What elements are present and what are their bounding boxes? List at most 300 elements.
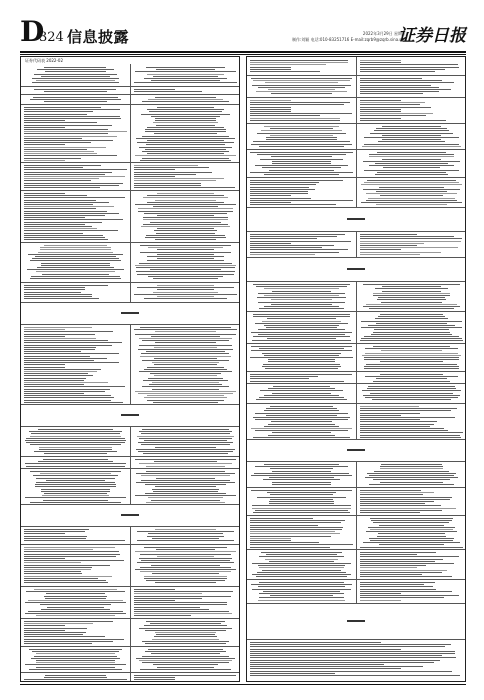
text-line [135,204,236,205]
text-line [24,167,83,168]
text-line [382,286,440,287]
text-line [250,191,308,192]
text-line [134,165,198,166]
text-line [269,170,334,171]
text-line [268,361,334,362]
text-line [252,505,350,506]
text-line [250,660,440,661]
text-line [24,116,120,117]
text-line [250,651,455,652]
announcement-block [21,544,239,587]
issue-date: 2022年3月29日 星期五 [362,31,406,36]
text-line [135,551,235,552]
text-line [369,475,455,476]
text-line [360,89,451,90]
text-line [360,547,463,548]
text-line [380,361,443,362]
text-line [24,538,86,539]
text-line [363,306,461,307]
text-line [29,649,122,650]
text-line [24,623,93,624]
text-line [370,393,453,394]
announcement-cell [356,311,466,343]
text-line [134,174,196,175]
text-line [155,239,216,240]
text-line [24,630,65,631]
text-line [44,101,107,102]
text-line [250,533,340,534]
text-line [154,461,216,462]
masthead-rule [20,51,466,53]
text-line [272,484,332,485]
text-line [142,151,228,152]
text-line [147,195,225,196]
text-line [360,437,461,438]
text-line [145,237,226,238]
text-line [134,615,191,616]
text-line [250,102,350,103]
text-line [24,180,91,181]
announcement-cell [130,468,240,504]
text-line [142,429,228,430]
text-line [379,525,443,526]
text-line [24,349,95,350]
text-line [155,97,216,98]
text-line [252,574,350,575]
text-line [41,491,110,492]
text-line [24,375,93,376]
text-line [152,382,219,383]
text-line [272,161,331,162]
announcement-block [247,97,465,124]
text-line [360,247,458,248]
announcement-cell [130,64,240,86]
text-line [24,206,114,207]
text-line [366,364,458,365]
text-line [39,447,112,448]
contact-line: 制作:刘颖 电话:010-83251716 E-mail:zqrb9@zqrb.sina.net [291,37,406,42]
text-line [255,510,348,511]
text-line [250,236,337,237]
text-line [44,596,108,597]
text-line [259,146,344,147]
text-line [134,169,175,170]
text-line [24,129,108,130]
announcement-block [247,281,465,312]
text-line [253,80,350,81]
text-line [139,558,231,559]
text-line [156,549,214,550]
text-line [154,347,216,348]
text-line [367,388,456,389]
text-line [147,367,224,368]
text-line [24,395,111,396]
text-line [251,584,351,585]
text-line [36,271,116,272]
text-line [360,87,439,88]
text-line [250,642,381,643]
text-line [24,367,65,368]
text-line [363,395,460,396]
text-line [152,362,218,363]
text-line [269,501,335,502]
text-line [24,628,87,629]
text-line [268,359,334,360]
text-line [24,578,98,579]
text-line [24,386,125,387]
text-line [360,82,454,83]
text-line [134,613,232,614]
text-line [250,115,320,116]
text-line [139,345,233,346]
announcement-block [21,526,239,545]
text-line [262,321,341,322]
text-line [250,234,345,235]
text-line [153,278,218,279]
text-line [379,187,444,188]
text-line [24,219,123,220]
text-line [360,589,436,590]
announcement-cell [130,162,240,190]
text-line [264,410,338,411]
announcement-cell [130,456,240,468]
text-line [30,444,122,445]
text-line [24,285,108,286]
text-line [364,359,459,360]
text-line [36,660,115,661]
text-line [250,184,316,185]
text-line [37,267,114,268]
text-line [261,552,343,553]
text-line [373,381,450,382]
text-line [150,222,220,223]
announcement-cell [130,426,240,456]
text-line [24,571,81,572]
text-line [24,287,85,288]
text-line [255,323,348,324]
text-line [47,607,104,608]
text-line [267,338,336,339]
text-line [36,478,115,479]
text-line [24,217,85,218]
text-line [155,582,216,583]
text-line [24,136,117,137]
announcement-cell [356,461,466,487]
announcement-block [247,177,465,208]
text-line [24,149,87,150]
text-line [264,288,340,289]
text-line [363,161,460,162]
text-line [136,271,235,272]
text-line [360,109,401,110]
text-line [146,621,224,622]
text-line [250,529,342,530]
text-line [258,334,345,335]
announcement-cell [356,75,466,97]
text-line [24,160,65,161]
text-line [147,74,224,75]
text-line [30,260,121,261]
text-line [24,573,82,574]
text-line [373,346,450,347]
text-line [24,529,89,530]
text-line [370,133,452,134]
announcement-block [21,302,239,325]
text-line [259,397,345,398]
announcement-cell [356,383,466,403]
text-line [24,533,65,534]
text-line [373,332,449,333]
text-line [360,104,420,105]
text-line [379,544,443,545]
text-line [268,424,334,425]
text-line [136,482,235,483]
announcement-cell [247,487,356,515]
text-line [24,151,94,152]
text-line [140,245,232,246]
text-line [24,114,87,115]
text-line [250,104,344,105]
text-line [134,679,175,680]
text-line [267,318,337,319]
text-line [24,122,97,123]
text-line [33,97,118,98]
text-line [253,437,350,438]
text-line [24,292,81,293]
announcement-cell [21,190,130,242]
announcement-cell [247,639,465,679]
announcement-cell [21,242,130,282]
text-line [373,522,449,523]
text-line [134,675,236,676]
text-line [140,356,231,357]
text-line [264,306,340,307]
text-line [361,184,462,185]
text-line [151,653,219,654]
announcement-cell [356,231,466,257]
text-line [146,580,224,581]
page-number: 324 [39,30,64,45]
text-line [253,316,351,317]
announcement-cell [247,257,465,281]
text-line [272,291,331,292]
text-line [24,636,105,637]
text-line [24,147,106,148]
text-line [375,163,449,164]
announcement-block [21,242,239,283]
text-line [360,428,444,429]
text-line [145,129,227,130]
announcement-cell [247,439,465,461]
announcement-block [247,383,465,404]
text-line [253,336,350,337]
text-line [45,71,105,72]
text-line [368,325,455,326]
text-line [360,501,434,502]
text-line [250,662,434,663]
text-line [360,252,441,253]
text-line [253,314,351,315]
text-line [143,217,228,218]
text-line [250,520,345,521]
announcement-block [21,190,239,243]
masthead-rule-thin [20,54,466,55]
text-line [378,141,445,142]
text-line [154,358,217,359]
text-line [261,130,342,131]
text-line [360,243,424,244]
text-line [154,133,216,134]
text-line [264,426,340,427]
announcement-cell [356,515,466,549]
text-line [31,658,121,659]
text-line [364,170,458,171]
text-line [272,482,331,483]
text-line [360,100,401,101]
text-line [273,386,330,387]
text-line [360,508,456,509]
text-line [24,347,96,348]
text-line [30,436,121,437]
text-line [137,436,233,437]
announcement-cell [21,324,130,404]
text-line [360,591,452,592]
text-line [24,211,107,212]
text-line [360,494,423,495]
text-line [266,137,337,138]
text-line [250,107,291,108]
text-line [145,651,227,652]
text-line [144,213,227,214]
text-line [31,433,120,434]
text-line [155,486,216,487]
text-line [264,325,339,326]
text-line [360,107,431,108]
text-line [378,297,446,298]
newspaper-logo: 证券日报 [398,26,466,46]
announcement-block [21,426,239,457]
text-line [266,327,337,328]
announcement-cell [21,404,239,426]
text-line [141,444,230,445]
text-line [250,193,308,194]
text-line [360,586,433,587]
text-line [264,395,338,396]
text-line [137,540,234,541]
text-line [360,552,436,553]
text-line [258,565,344,566]
announcement-block [21,468,239,505]
text-line [251,350,352,351]
text-line [24,369,101,370]
text-line [378,316,445,317]
text-line [250,195,291,196]
text-line [143,380,227,381]
text-line [137,274,234,275]
announcement-cell [21,456,130,468]
text-line [24,679,126,680]
text-line [250,111,291,112]
announcement-cell [21,468,130,504]
text-line [376,128,447,129]
text-line [24,208,96,209]
text-line [360,417,455,418]
text-line [24,334,95,335]
text-line [139,660,233,661]
text-line [139,438,233,439]
text-line [147,256,224,257]
text-line [24,183,123,184]
text-line [250,536,331,537]
text-line [134,187,235,188]
text-line [155,342,216,343]
text-line [250,198,311,199]
text-line [25,602,125,603]
text-line [360,597,444,598]
announcement-cell [21,586,130,618]
text-line [139,147,232,148]
text-line [250,538,291,539]
announcement-block [247,487,465,516]
text-line [28,254,123,255]
text-line [24,643,92,644]
text-line [40,473,111,474]
text-line [135,155,237,156]
text-line [250,644,451,645]
text-line [45,598,107,599]
text-line [24,158,81,159]
announcement-block [247,439,465,462]
text-line [365,353,459,354]
text-line [24,560,124,561]
text-line [24,222,102,223]
text-line [24,400,111,401]
text-line [40,604,110,605]
text-line [24,107,101,108]
text-line [134,677,175,678]
text-line [24,331,113,332]
text-line [43,459,108,460]
text-line [24,380,84,381]
text-line [25,463,125,464]
text-line [382,159,442,160]
text-line [360,510,442,511]
announcement-cell [130,190,240,242]
text-line [362,146,460,147]
text-line [250,655,442,656]
text-line [255,419,347,420]
text-line [24,131,127,132]
text-line [154,364,216,365]
text-line [41,489,109,490]
announcement-cell [247,603,465,639]
text-line [32,82,120,83]
text-line [367,473,455,474]
text-line [250,673,335,674]
text-line [24,531,85,532]
text-line [369,154,453,155]
text-line [155,200,216,201]
text-line [24,554,120,555]
text-line [271,421,331,422]
text-line [360,593,401,594]
text-line [31,276,120,277]
text-line [44,91,108,92]
announcement-cell [21,86,130,94]
text-line [370,518,454,519]
text-line [134,185,201,186]
text-line [259,593,344,594]
